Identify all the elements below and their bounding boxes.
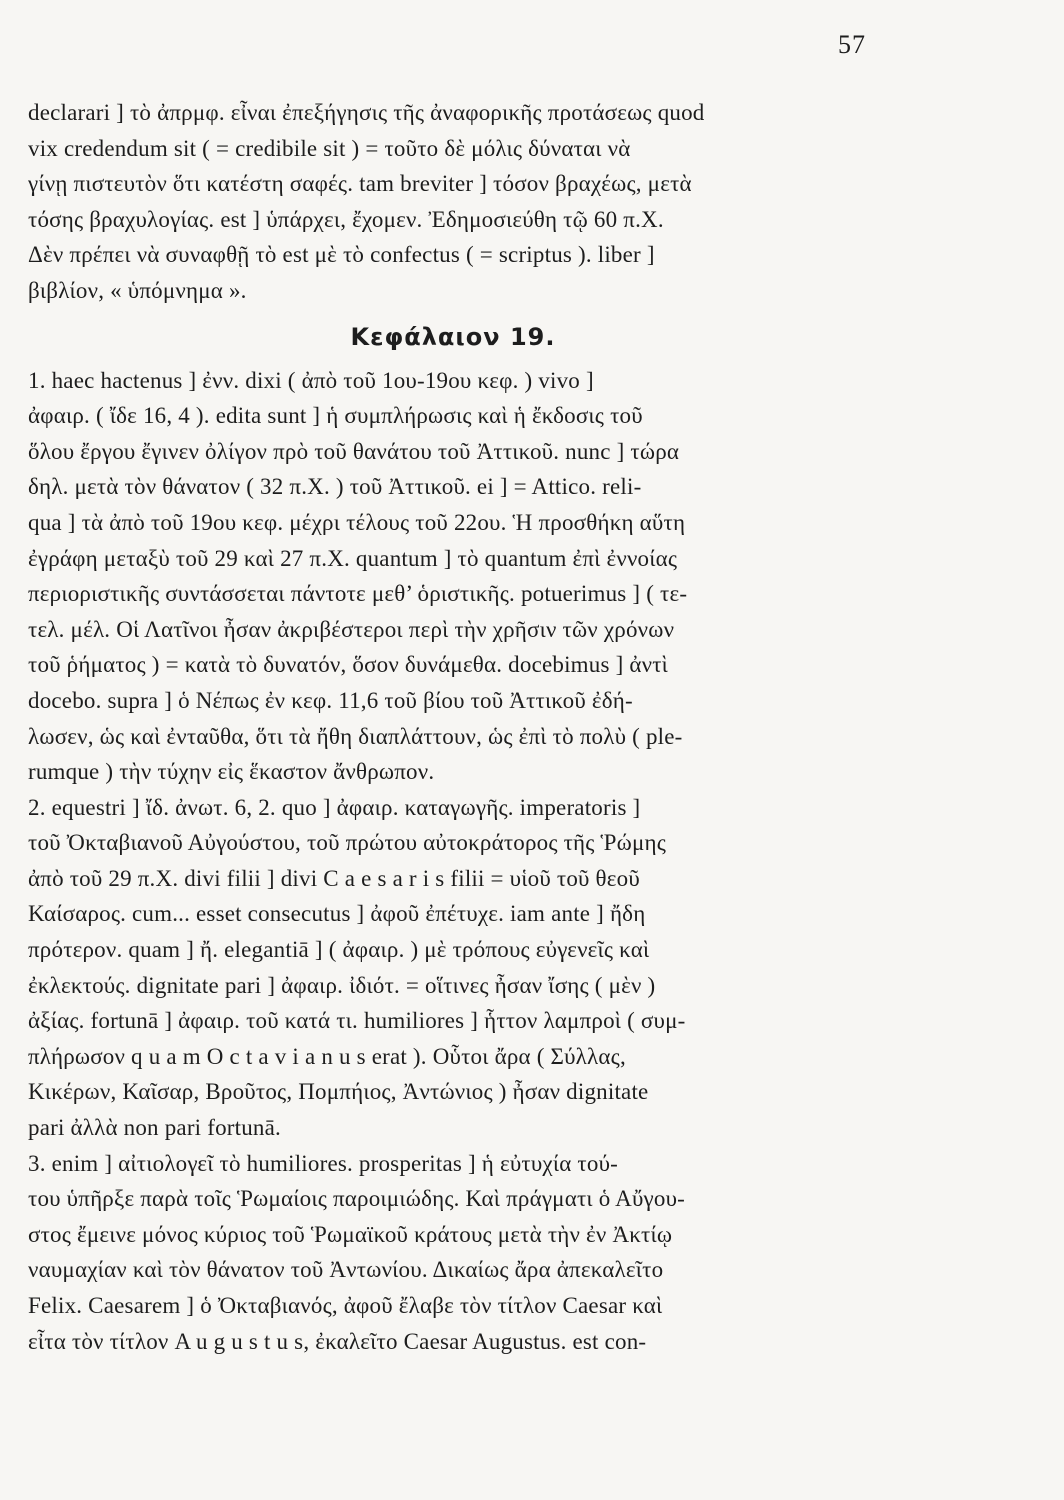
text-line: qua ] τὰ ἀπὸ τοῦ 19ου κεφ. μέχρι τέλους τοῦ 22ου. Ἡ προσθήκη αὕτη [28,509,686,535]
text-line: τελ. μέλ. Οἱ Λατῖνοι ἦσαν ἀκριβέστεροι περὶ τὴν χρῆσιν τῶν χρόνων [28,616,675,642]
text-line: δηλ. μετὰ τὸν θάνατον ( 32 π.Χ. ) τοῦ Ἀττικοῦ. ei ] = Attico. reli- [28,474,642,500]
text-line: Felix. Caesarem ] ὁ Ὀκταβιανός, ἀφοῦ ἔλαβε τὸν τίτλον Caesar καὶ [28,1293,663,1318]
text-line: rumque ) τὴν τύχην εἰς ἕκαστον ἄνθρωπον. [28,759,435,785]
text-line: pari ἀλλὰ non pari fortunā. [28,1115,281,1141]
text-line: 1. haec hactenus ] ἐνν. dixi ( ἀπὸ τοῦ 1ου-19ου κεφ. ) vivo ] [28,367,594,393]
text-line: ἐγράφη μεταξὺ τοῦ 29 καὶ 27 π.Χ. quantum ] τὸ quantum ἐπὶ ἐννοίας [28,545,678,571]
text-line: τόσης βραχυλογίας. est ] ὑπάρχει, ἔχομεν. Ἐδημοσιεύθη τῷ 60 π.Χ. [28,206,664,232]
text-line: ἀφαιρ. ( ἴδε 16, 4 ). edita sunt ] ἡ συμπλήρωσις καὶ ἡ ἔκδοσις τοῦ [28,403,643,429]
text-line: ἀπὸ τοῦ 29 π.Χ. divi filii ] divi C a e s a r i s filii = υἱοῦ τοῦ θεοῦ [28,865,640,891]
text-line: Καίσαρος. cum... esset consecutus ] ἀφοῦ ἐπέτυχε. iam ante ] ἤδη [28,901,646,927]
text-line: vix credendum sit ( = credibile sit ) = τοῦτο δὲ μόλις δύναται νὰ [28,135,631,161]
intro-paragraph [28,95,878,309]
text-line: declarari ] τὸ ἀπρμφ. εἶναι ἐπεξήγησις τῆς ἀναφορικῆς προτάσεως quod [28,100,705,125]
text-line: εἶτα τὸν τίτλον A u g u s t u s, ἐκαλεῖτο Caesar Augustus. est con- [28,1328,647,1354]
text-line: ἐκλεκτούς. dignitate pari ] ἀφαιρ. ἰδιότ. = οἵτινες ἦσαν ἴσης ( μὲν ) [28,972,656,998]
text-line: του ὑπῆρξε παρὰ τοῖς Ῥωμαίοις παροιμιώδης. Καὶ πράγματι ὁ Αὔγου- [28,1186,686,1212]
text-line: ναυμαχίαν καὶ τὸν θάνατον τοῦ Ἀντωνίου. Δικαίως ἄρα ἀπεκαλεῖτο [28,1257,664,1283]
text-line: ἀξίας. fortunā ] ἀφαιρ. τοῦ κατά τι. humiliores ] ἧττον λαμπροὶ ( συμ- [28,1008,686,1034]
text-line: Δὲν πρέπει νὰ συναφθῇ τὸ est μὲ τὸ confectus ( = scriptus ). liber ] [28,242,655,268]
text-line: στος ἔμεινε μόνος κύριος τοῦ Ῥωμαϊκοῦ κράτους μετὰ τὴν ἐν Ἀκτίῳ [28,1221,673,1247]
chapter-heading: Κεφάλαιον 19. [350,322,556,351]
text-line: πλήρωσον q u a m O c t a v i a n u s erat ). Οὗτοι ἄρα ( Σύλλας, [28,1043,626,1069]
text-line: λωσεν, ὡς καὶ ἐνταῦθα, ὅτι τὰ ἤθη διαπλάττουν, ὡς ἐπὶ τὸ πολὺ ( ple- [28,723,683,749]
text-line: Κικέρων, Καῖσαρ, Βροῦτος, Πομπήιος, Ἀντώνιος ) ἦσαν dignitate [28,1079,649,1105]
commentary-body [28,95,878,1359]
section-3-paragraph [28,1146,878,1360]
text-line: docebo. supra ] ὁ Νέπως ἐν κεφ. 11,6 τοῦ βίου τοῦ Ἀττικοῦ ἐδή- [28,687,633,713]
text-line: βιβλίον, « ὑπόμνημα ». [28,277,247,303]
text-line: τοῦ Ὀκταβιανοῦ Αὐγούστου, τοῦ πρώτου αὐτοκράτορος τῆς Ῥώμης [28,830,667,856]
text-line: ὅλου ἔργου ἔγινεν ὀλίγον πρὸ τοῦ θανάτου τοῦ Ἀττικοῦ. nunc ] τώρα [28,438,680,464]
page-number: 57 [838,30,866,59]
text-line: περιοριστικῆς συντάσσεται πάντοτε μεθ’ ὁριστικῆς. potuerimus ] ( τε- [28,581,688,607]
section-2-paragraph [28,790,878,1146]
text-line: 2. equestri ] ἴδ. ἀνωτ. 6, 2. quo ] ἀφαιρ. καταγωγῆς. imperatoris ] [28,794,641,820]
text-line: 3. enim ] αἰτιολογεῖ τὸ humiliores. prosperitas ] ἡ εὐτυχία τού- [28,1150,619,1176]
text-line: πρότερον. quam ] ἤ. elegantiā ] ( ἀφαιρ. ) μὲ τρόπους εὐγενεῖς καὶ [28,937,650,963]
text-line: γίνῃ πιστευτὸν ὅτι κατέστη σαφές. tam breviter ] τόσον βραχέως, μετὰ [28,171,692,197]
section-1-paragraph [28,363,878,790]
text-line: τοῦ ῥήματος ) = κατὰ τὸ δυνατόν, ὅσον δυνάμεθα. docebimus ] ἀντὶ [28,652,669,678]
